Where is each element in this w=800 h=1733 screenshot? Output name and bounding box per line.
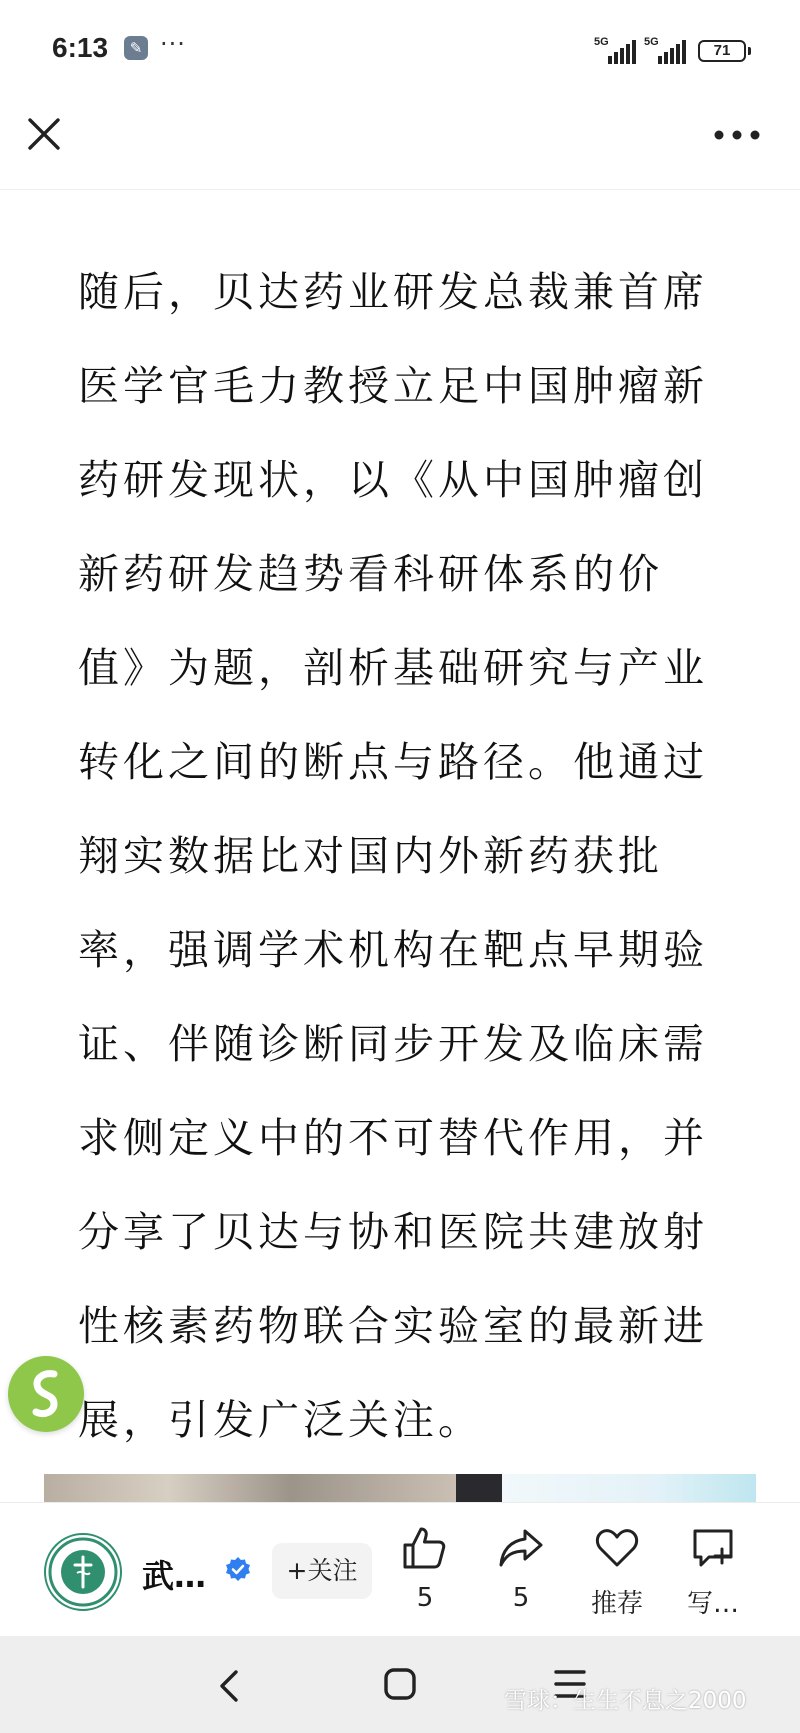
verified-badge-icon: [224, 1556, 252, 1584]
share-icon: [497, 1525, 545, 1571]
signal-icon: [644, 36, 692, 64]
app-logo-icon: [8, 1356, 84, 1432]
follow-button[interactable]: +关注: [272, 1543, 372, 1599]
add-comment-icon: [689, 1525, 737, 1571]
like-count: 5: [416, 1583, 434, 1613]
top-bar: [0, 100, 800, 190]
system-navigation-bar: [0, 1636, 800, 1733]
recommend-label: 推荐: [590, 1589, 643, 1619]
network-type: 5G: [594, 36, 609, 48]
article-image-preview: [44, 1474, 756, 1502]
share-count: 5: [512, 1583, 530, 1613]
write-label: 写…: [686, 1589, 739, 1619]
bottom-action-bar: [0, 1502, 800, 1636]
hospital-logo-icon: [46, 1535, 120, 1609]
heart-icon: [593, 1525, 641, 1571]
recommend-button[interactable]: [572, 1525, 662, 1620]
close-icon: [24, 114, 64, 154]
floating-app-logo[interactable]: [8, 1356, 84, 1432]
account-avatar[interactable]: [44, 1533, 122, 1611]
watermark: 雪球：生生不息之2000: [504, 1688, 747, 1714]
account-name[interactable]: 武…: [142, 1557, 207, 1595]
write-comment-button[interactable]: [668, 1525, 758, 1620]
signal-icon: [594, 36, 642, 64]
like-button[interactable]: [380, 1525, 470, 1613]
battery-icon: 71: [698, 40, 746, 62]
share-button[interactable]: [476, 1525, 566, 1613]
status-bar: [0, 0, 800, 100]
network-type: 5G: [644, 36, 659, 48]
home-icon[interactable]: [380, 1664, 420, 1704]
more-horizontal-icon: [712, 120, 762, 150]
close-button[interactable]: [24, 114, 64, 154]
thumbs-up-icon: [401, 1525, 449, 1571]
more-button[interactable]: [712, 120, 762, 150]
back-icon[interactable]: [214, 1666, 244, 1706]
status-time: 6:13: [52, 32, 109, 63]
wrench-icon: ✎: [124, 36, 148, 60]
more-notifications-indicator: ···: [160, 30, 186, 58]
article-paragraph: 随后，贝达药业研发总裁兼首席医学官毛力教授立足中国肿瘤新药研发现状，以《从中国肿瘤创新药研发趋势看科研体系的价值》为题，剖析基础研究与产业转化之间的断点与路径。他通过翔实数据比对国内外新药获批率，强调学术机构在靶点早期验证、伴随诊断同步开发及临床需求侧定义中的不可替代作用，并分享了贝达与协和医院共建放射性核素药物联合实验室的最新进展，引发广泛关注。: [78, 268, 708, 1444]
